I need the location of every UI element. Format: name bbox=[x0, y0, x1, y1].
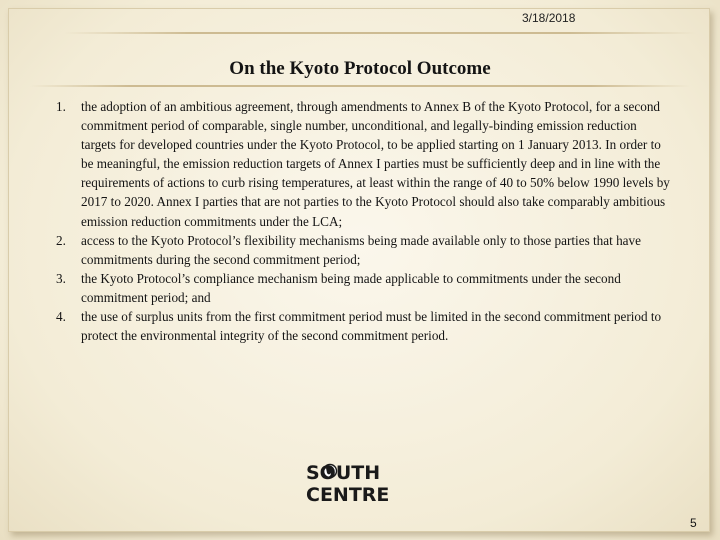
list-item-text: access to the Kyoto Protocol’s flexibility mechanisms being made available only to those parties that have commitments during the second commitment period; bbox=[81, 232, 641, 267]
outcome-list bbox=[56, 97, 671, 345]
list-item-number: 1. bbox=[56, 99, 66, 114]
list-item bbox=[56, 231, 671, 269]
title-divider bbox=[30, 85, 690, 87]
list-item bbox=[56, 307, 671, 345]
list-item bbox=[56, 97, 671, 231]
south-centre-logo bbox=[304, 460, 398, 504]
slide-date: 3/18/2018 bbox=[522, 11, 576, 25]
list-item-text: the Kyoto Protocol’s compliance mechanism being made applicable to commitments under the second commitment period; and bbox=[81, 270, 621, 305]
list-item-text: the use of surplus units from the first commitment period must be limited in the second commitment period to protect the environmental integrity of the second commitment period. bbox=[81, 309, 662, 344]
list-item bbox=[56, 269, 671, 307]
list-item-number: 3. bbox=[56, 270, 66, 286]
list-item-number: 4. bbox=[56, 309, 66, 325]
list-item-number: 2. bbox=[56, 232, 66, 248]
slide-title: On the Kyoto Protocol Outcome bbox=[229, 58, 491, 79]
logo-line-1: SOUTH bbox=[306, 462, 381, 484]
logo-line-2: CENTRE bbox=[306, 484, 390, 504]
page-number: 5 bbox=[690, 516, 697, 530]
list-item-text: the adoption of an ambitious agreement, through amendments to Annex B of the Kyoto Protocol, for a second commitment period of comparable, single number, unconditional, and legally-binding emission reduction targets for developed countries under the Kyoto Protocol, to be applied starting on 1 January 2013. In order to be meaningful, the emission reduction targets of Annex I parties must be sufficiently deep and in line with the requirements of actions to curb rising temperatures, at least within the range of 40 to 50% below 1990 levels by 2017 to 2020. Annex I parties that are not parties to the Kyoto Protocol should also take comparably ambitious emission reduction commitments under the LCA; bbox=[81, 99, 670, 229]
header-divider bbox=[64, 32, 696, 34]
